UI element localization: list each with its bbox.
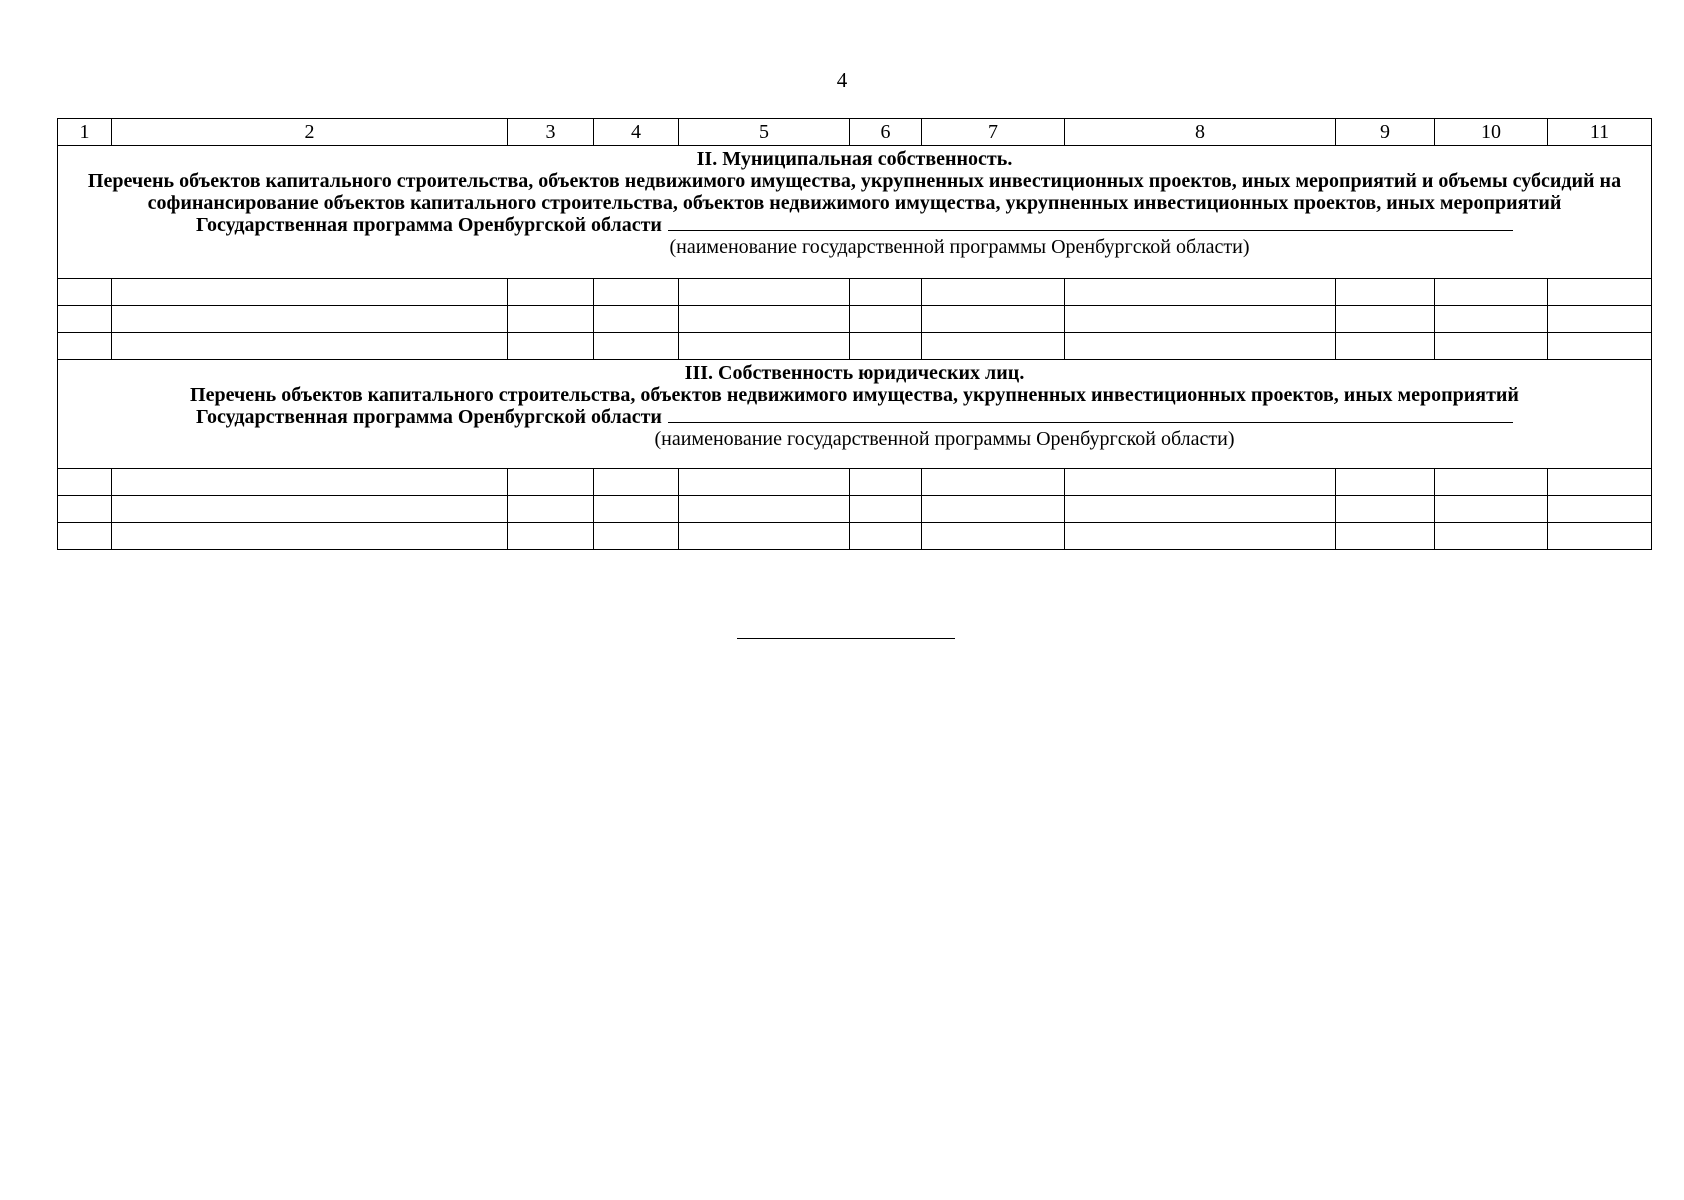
closing-rule — [737, 638, 955, 639]
column-header-7: 7 — [922, 119, 1065, 146]
section-ii-program-blank — [668, 214, 1513, 231]
column-header-5: 5 — [679, 119, 850, 146]
column-header-9: 9 — [1336, 119, 1435, 146]
section-ii-program-row — [62, 214, 1647, 236]
section-ii-header-row — [58, 146, 1652, 279]
column-header-3: 3 — [508, 119, 594, 146]
section-iii-header — [58, 360, 1652, 469]
section-ii-title: II. Муниципальная собственность. — [696, 148, 1013, 170]
section-iii-program-label: Государственная программа Оренбургской области — [196, 406, 662, 428]
section-ii-line-1: Перечень объектов капитального строительства, объектов недвижимого имущества, укрупненных инвестиционных проектов, иных мероприятий и объемы субсидий на — [87, 170, 1622, 192]
section-iii-line-1: Перечень объектов капитального строительства, объектов недвижимого имущества, укрупненных инвестиционных проектов, иных мероприятий — [190, 384, 1519, 406]
column-header-4: 4 — [594, 119, 679, 146]
table-row — [58, 469, 1652, 496]
section-iii-program-row — [62, 406, 1647, 428]
section-iii-header-row — [58, 360, 1652, 469]
section-ii-line-2: софинансирование объектов капитального строительства, объектов недвижимого имущества, укрупненных инвестиционных проектов, иных мероприятий — [147, 192, 1562, 214]
column-header-11: 11 — [1548, 119, 1652, 146]
column-header-2: 2 — [112, 119, 508, 146]
table-row — [58, 306, 1652, 333]
table-row — [58, 496, 1652, 523]
column-number-row — [58, 119, 1652, 146]
column-header-1: 1 — [58, 119, 112, 146]
page-number: 4 — [836, 68, 848, 92]
section-iii-hint: (наименование государственной программы Оренбургской области) — [654, 428, 1235, 450]
section-iii-program-blank — [668, 406, 1513, 423]
column-header-10: 10 — [1435, 119, 1548, 146]
table-row — [58, 279, 1652, 306]
capital-objects-table — [57, 118, 1652, 550]
column-header-6: 6 — [850, 119, 922, 146]
table-row — [58, 333, 1652, 360]
section-ii-hint: (наименование государственной программы Оренбургской области) — [669, 236, 1250, 258]
table-row — [58, 523, 1652, 550]
column-header-8: 8 — [1065, 119, 1336, 146]
section-iii-title: III. Собственность юридических лиц. — [684, 362, 1025, 384]
section-ii-program-label: Государственная программа Оренбургской области — [196, 214, 662, 236]
section-ii-header — [58, 146, 1652, 279]
